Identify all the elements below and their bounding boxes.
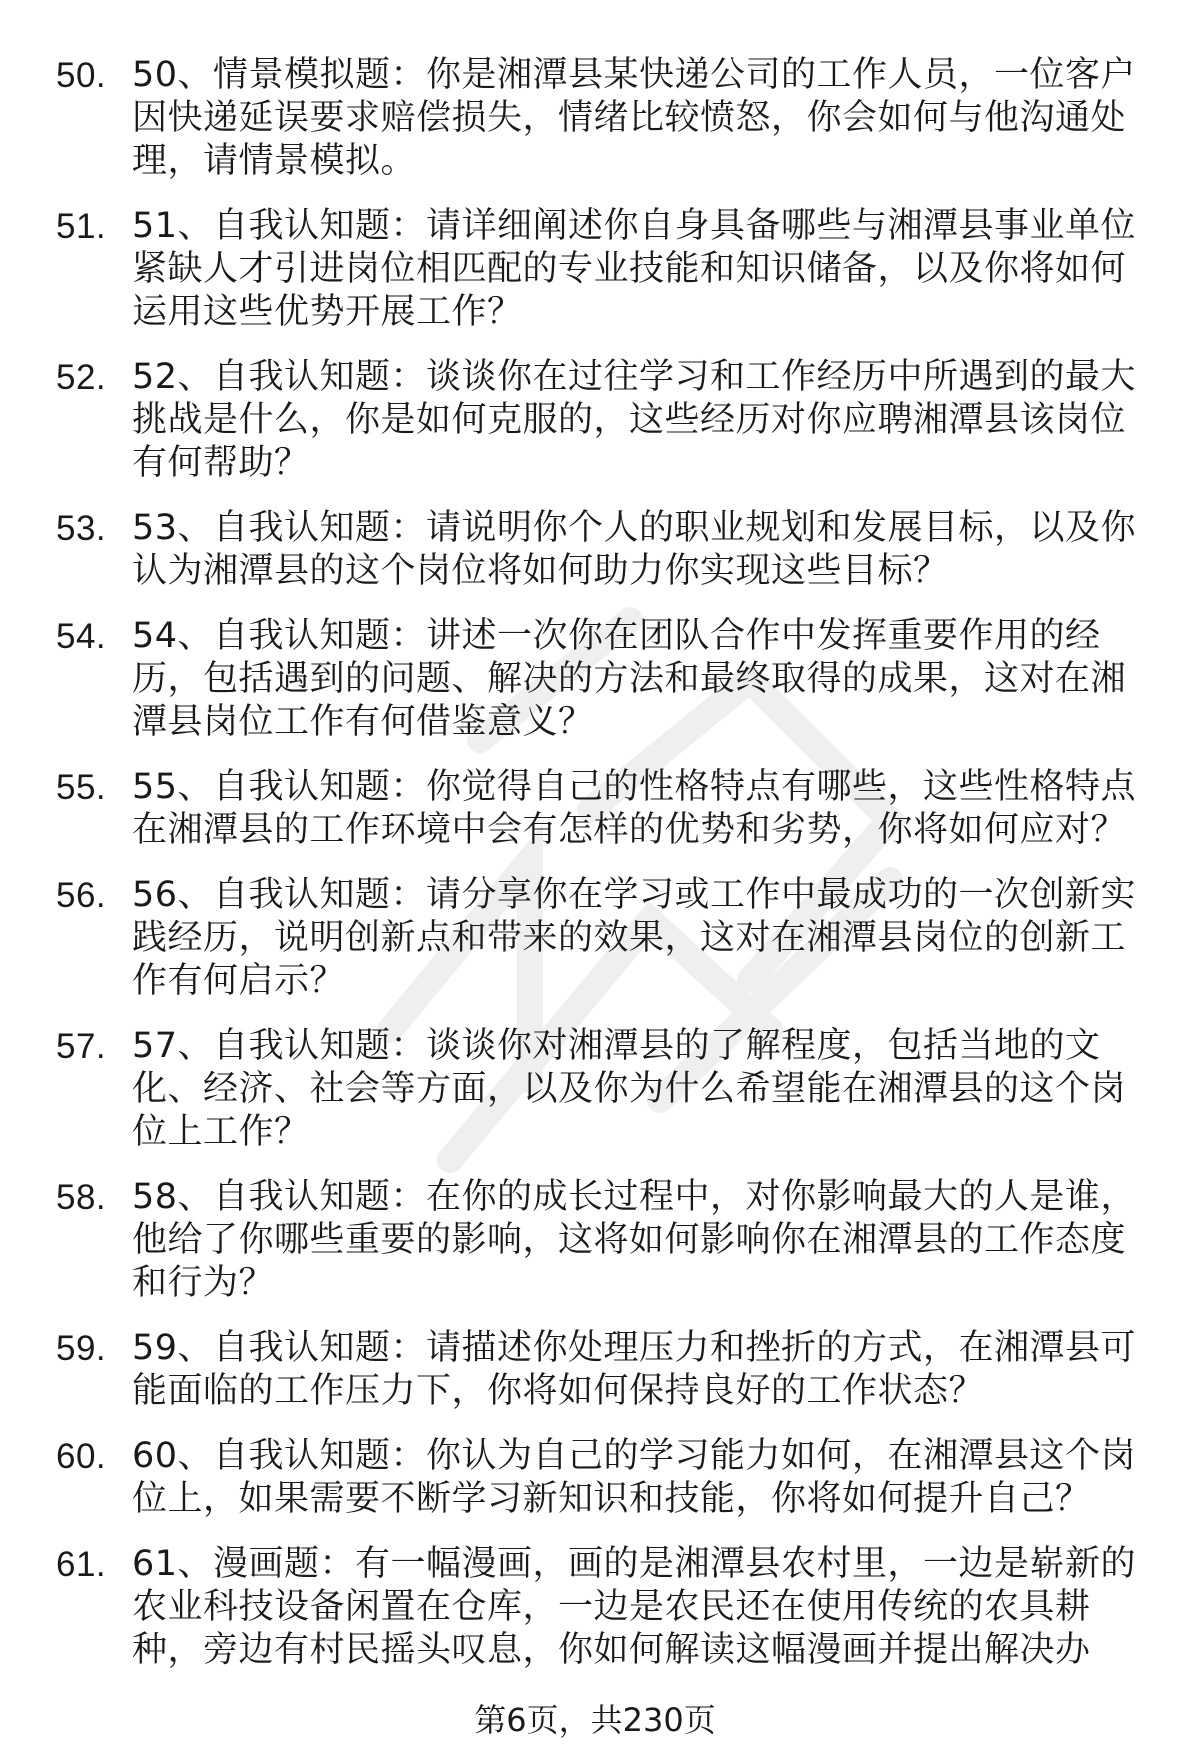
question-number: 53. [56, 509, 107, 548]
question-number: 60. [56, 1437, 107, 1476]
question-text: 59、自我认知题：请描述你处理压力和挫折的方式，在湘潭县可能面临的工作压力下，你将如何保持良好的工作状态？ [132, 1328, 1137, 1411]
question-text: 58、自我认知题：在你的成长过程中，对你影响最大的人是谁，他给了你哪些重要的影响，这将如何影响你在湘潭县的工作态度和行为？ [132, 1177, 1137, 1303]
question-number: 57. [56, 1027, 107, 1066]
question-list [56, 54, 1156, 1694]
list-item [56, 615, 1156, 744]
question-text: 52、自我认知题：谈谈你在过往学习和工作经历中所遇到的最大挑战是什么，你是如何克服的，这些经历对你应聘湘潭县该岗位有何帮助？ [132, 357, 1137, 483]
question-text: 55、自我认知题：你觉得自己的性格特点有哪些，这些性格特点在湘潭县的工作环境中会有怎样的优势和劣势，你将如何应对？ [132, 767, 1137, 850]
question-number: 58. [56, 1178, 107, 1217]
list-item [56, 1435, 1156, 1521]
question-number: 56. [56, 876, 107, 915]
list-item [56, 205, 1156, 334]
page-footer [0, 1700, 1190, 1740]
question-text: 53、自我认知题：请说明你个人的职业规划和发展目标，以及你认为湘潭县的这个岗位将如何助力你实现这些目标？ [132, 508, 1137, 591]
question-text: 50、情景模拟题：你是湘潭县某快递公司的工作人员，一位客户因快递延误要求赔偿损失，情绪比较愤怒，你会如何与他沟通处理，请情景模拟。 [132, 55, 1137, 181]
question-text: 60、自我认知题：你认为自己的学习能力如何，在湘潭县这个岗位上，如果需要不断学习新知识和技能，你将如何提升自己？ [132, 1436, 1137, 1519]
list-item [56, 1543, 1156, 1672]
question-text: 51、自我认知题：请详细阐述你自身具备哪些与湘潭县事业单位紧缺人才引进岗位相匹配的专业技能和知识储备，以及你将如何运用这些优势开展工作？ [132, 206, 1137, 332]
question-number: 61. [56, 1545, 107, 1584]
question-text: 61、漫画题：有一幅漫画，画的是湘潭县农村里，一边是崭新的农业科技设备闲置在仓库，一边是农民还在使用传统的农具耕种，旁边有村民摇头叹息，你如何解读这幅漫画并提出解决办 [132, 1544, 1137, 1670]
question-number: 54. [56, 617, 107, 656]
list-item [56, 874, 1156, 1003]
question-text: 54、自我认知题：讲述一次你在团队合作中发挥重要作用的经历，包括遇到的问题、解决的方法和最终取得的成果，这对在湘潭县岗位工作有何借鉴意义？ [132, 616, 1127, 742]
list-item [56, 766, 1156, 852]
question-number: 59. [56, 1329, 107, 1368]
question-number: 52. [56, 358, 107, 397]
question-text: 57、自我认知题：谈谈你对湘潭县的了解程度，包括当地的文化、经济、社会等方面，以及你为什么希望能在湘潭县的这个岗位上工作？ [132, 1026, 1127, 1152]
page-number-label: 第6页，共230页 [474, 1701, 716, 1739]
list-item [56, 54, 1156, 183]
list-item [56, 1025, 1156, 1154]
question-number: 55. [56, 768, 107, 807]
list-item [56, 1327, 1156, 1413]
question-number: 51. [56, 207, 107, 246]
list-item [56, 1176, 1156, 1305]
question-number: 50. [56, 56, 107, 95]
list-item [56, 507, 1156, 593]
question-text: 56、自我认知题：请分享你在学习或工作中最成功的一次创新实践经历，说明创新点和带来的效果，这对在湘潭县岗位的创新工作有何启示？ [132, 875, 1137, 1001]
list-item [56, 356, 1156, 485]
